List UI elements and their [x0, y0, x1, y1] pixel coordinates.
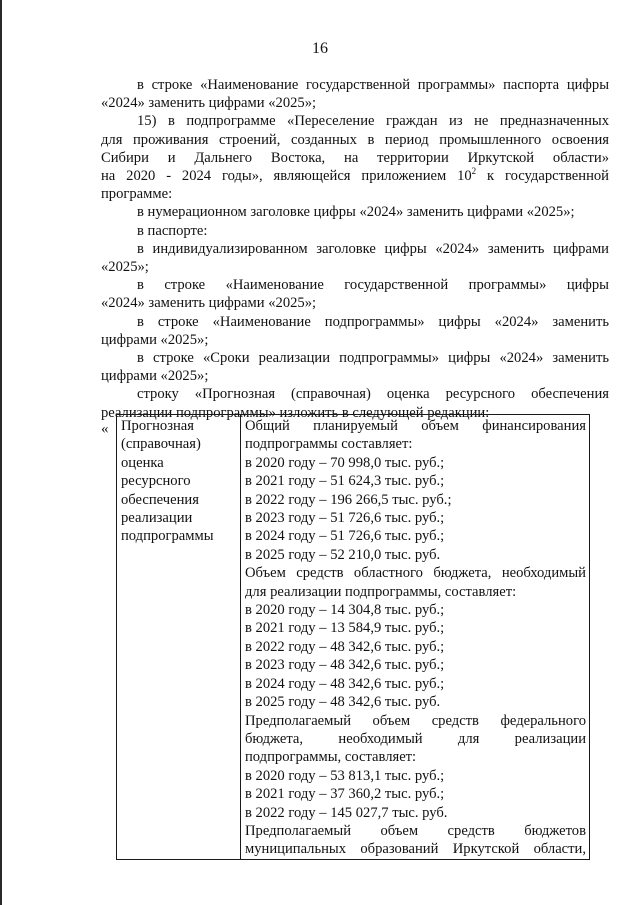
label-line: ресурсного — [121, 473, 191, 490]
paragraph-line: в строке «Наименование государственной программы» паспорта цифры — [137, 77, 609, 93]
paragraph-line: цифрами «2025»; — [101, 331, 209, 348]
paragraph-fragment: к государственной — [476, 168, 609, 185]
paragraph-line: Сибири и Дальнего Востока, на территории Иркутской области» — [101, 149, 609, 166]
regional-year-line: в 2025 году – 48 342,6 тыс. руб. — [245, 694, 441, 711]
paragraph-line: программе: — [101, 186, 173, 203]
row-label-cell — [117, 415, 241, 860]
table-row — [117, 415, 590, 860]
paragraph-line: «2024» заменить цифрами «2025»; — [101, 95, 317, 112]
paragraph-line: «2024» заменить цифрами «2025»; — [101, 295, 317, 312]
federal-year-line: в 2022 году – 145 027,7 тыс. руб. — [245, 804, 448, 821]
federal-year-line: в 2021 году – 37 360,2 тыс. руб.; — [245, 786, 445, 803]
paragraph-line: в паспорте: — [137, 222, 208, 239]
total-year-line: в 2025 году – 52 210,0 тыс. руб. — [245, 546, 441, 563]
regional-year-line: в 2024 году – 48 342,6 тыс. руб.; — [245, 675, 445, 692]
paragraph-line: для проживания строений, созданных в период промышленного освоения — [101, 131, 609, 148]
municipal-intro-line: Предполагаемый объем средств бюджетов — [245, 822, 586, 839]
paragraph-line: в индивидуализированном заголовке цифры «2024» заменить цифрами — [137, 240, 609, 257]
total-year-line: в 2024 году – 51 726,6 тыс. руб.; — [245, 528, 445, 545]
opening-quote: « — [101, 421, 109, 437]
total-year-line: в 2022 году – 196 266,5 тыс. руб.; — [245, 491, 452, 508]
paragraph-line: в строке «Сроки реализации подпрограммы» цифры «2024» заменить — [137, 350, 609, 367]
total-intro-line: Общий планируемый объем финансирования — [245, 418, 586, 434]
regional-year-line: в 2020 году – 14 304,8 тыс. руб.; — [245, 602, 445, 619]
row-value-cell — [241, 415, 590, 860]
label-line: оценка — [121, 454, 164, 471]
label-line: (справочная) — [121, 436, 201, 453]
label-line: обеспечения — [121, 491, 199, 508]
regional-intro-line: Объем средств областного бюджета, необходимый — [245, 565, 586, 582]
paragraph-line — [101, 167, 609, 185]
scan-edge-line — [0, 0, 2, 905]
paragraph-line: в строке «Наименование государственной программы» цифры — [137, 277, 609, 294]
amendment-text — [101, 76, 609, 422]
paragraph-line: строку «Прогнозная (справочная) оценка ресурсного обеспечения — [137, 386, 609, 403]
label-line: подпрограммы — [121, 528, 214, 545]
paragraph-line: «2025»; — [101, 259, 149, 276]
paragraph-line: в нумерационном заголовке цифры «2024» заменить цифрами «2025»; — [137, 204, 575, 221]
regional-year-line: в 2023 году – 48 342,6 тыс. руб.; — [245, 657, 445, 674]
passport-row-table — [116, 414, 590, 860]
total-year-line: в 2021 году – 51 624,3 тыс. руб.; — [245, 473, 445, 490]
federal-intro-line: подпрограммы, составляет: — [245, 749, 417, 766]
label-line: реализации — [121, 510, 193, 527]
regional-year-line: в 2022 году – 48 342,6 тыс. руб.; — [245, 638, 445, 655]
regional-intro-line: для реализации подпрограммы, составляет: — [245, 583, 517, 600]
municipal-intro-line: муниципальных образований Иркутской области, — [245, 841, 586, 858]
federal-intro-line: бюджета, необходимый для реализации — [245, 730, 586, 747]
paragraph-line: в строке «Наименование подпрограммы» цифры «2024» заменить — [137, 313, 609, 330]
paragraph-line: реализации подпрограммы» изложить в следующей редакции: — [101, 404, 490, 421]
regional-year-line: в 2021 году – 13 584,9 тыс. руб.; — [245, 620, 445, 637]
superscript: 2 — [471, 166, 477, 177]
total-intro-line: подпрограммы составляет: — [245, 436, 413, 453]
paragraph-line: цифрами «2025»; — [101, 368, 209, 385]
paragraph-fragment: на 2020 - 2024 годы», являющейся приложением 10 — [101, 168, 472, 185]
label-line: Прогнозная — [121, 418, 194, 434]
total-year-line: в 2023 году – 51 726,6 тыс. руб.; — [245, 510, 445, 527]
paragraph-line: 15) в подпрограмме «Переселение граждан из не предназначенных — [137, 113, 609, 130]
page-number: 16 — [312, 40, 328, 57]
total-year-line: в 2020 году – 70 998,0 тыс. руб.; — [245, 454, 445, 471]
federal-intro-line: Предполагаемый объем средств федерального — [245, 712, 586, 729]
federal-year-line: в 2020 году – 53 813,1 тыс. руб.; — [245, 767, 445, 784]
